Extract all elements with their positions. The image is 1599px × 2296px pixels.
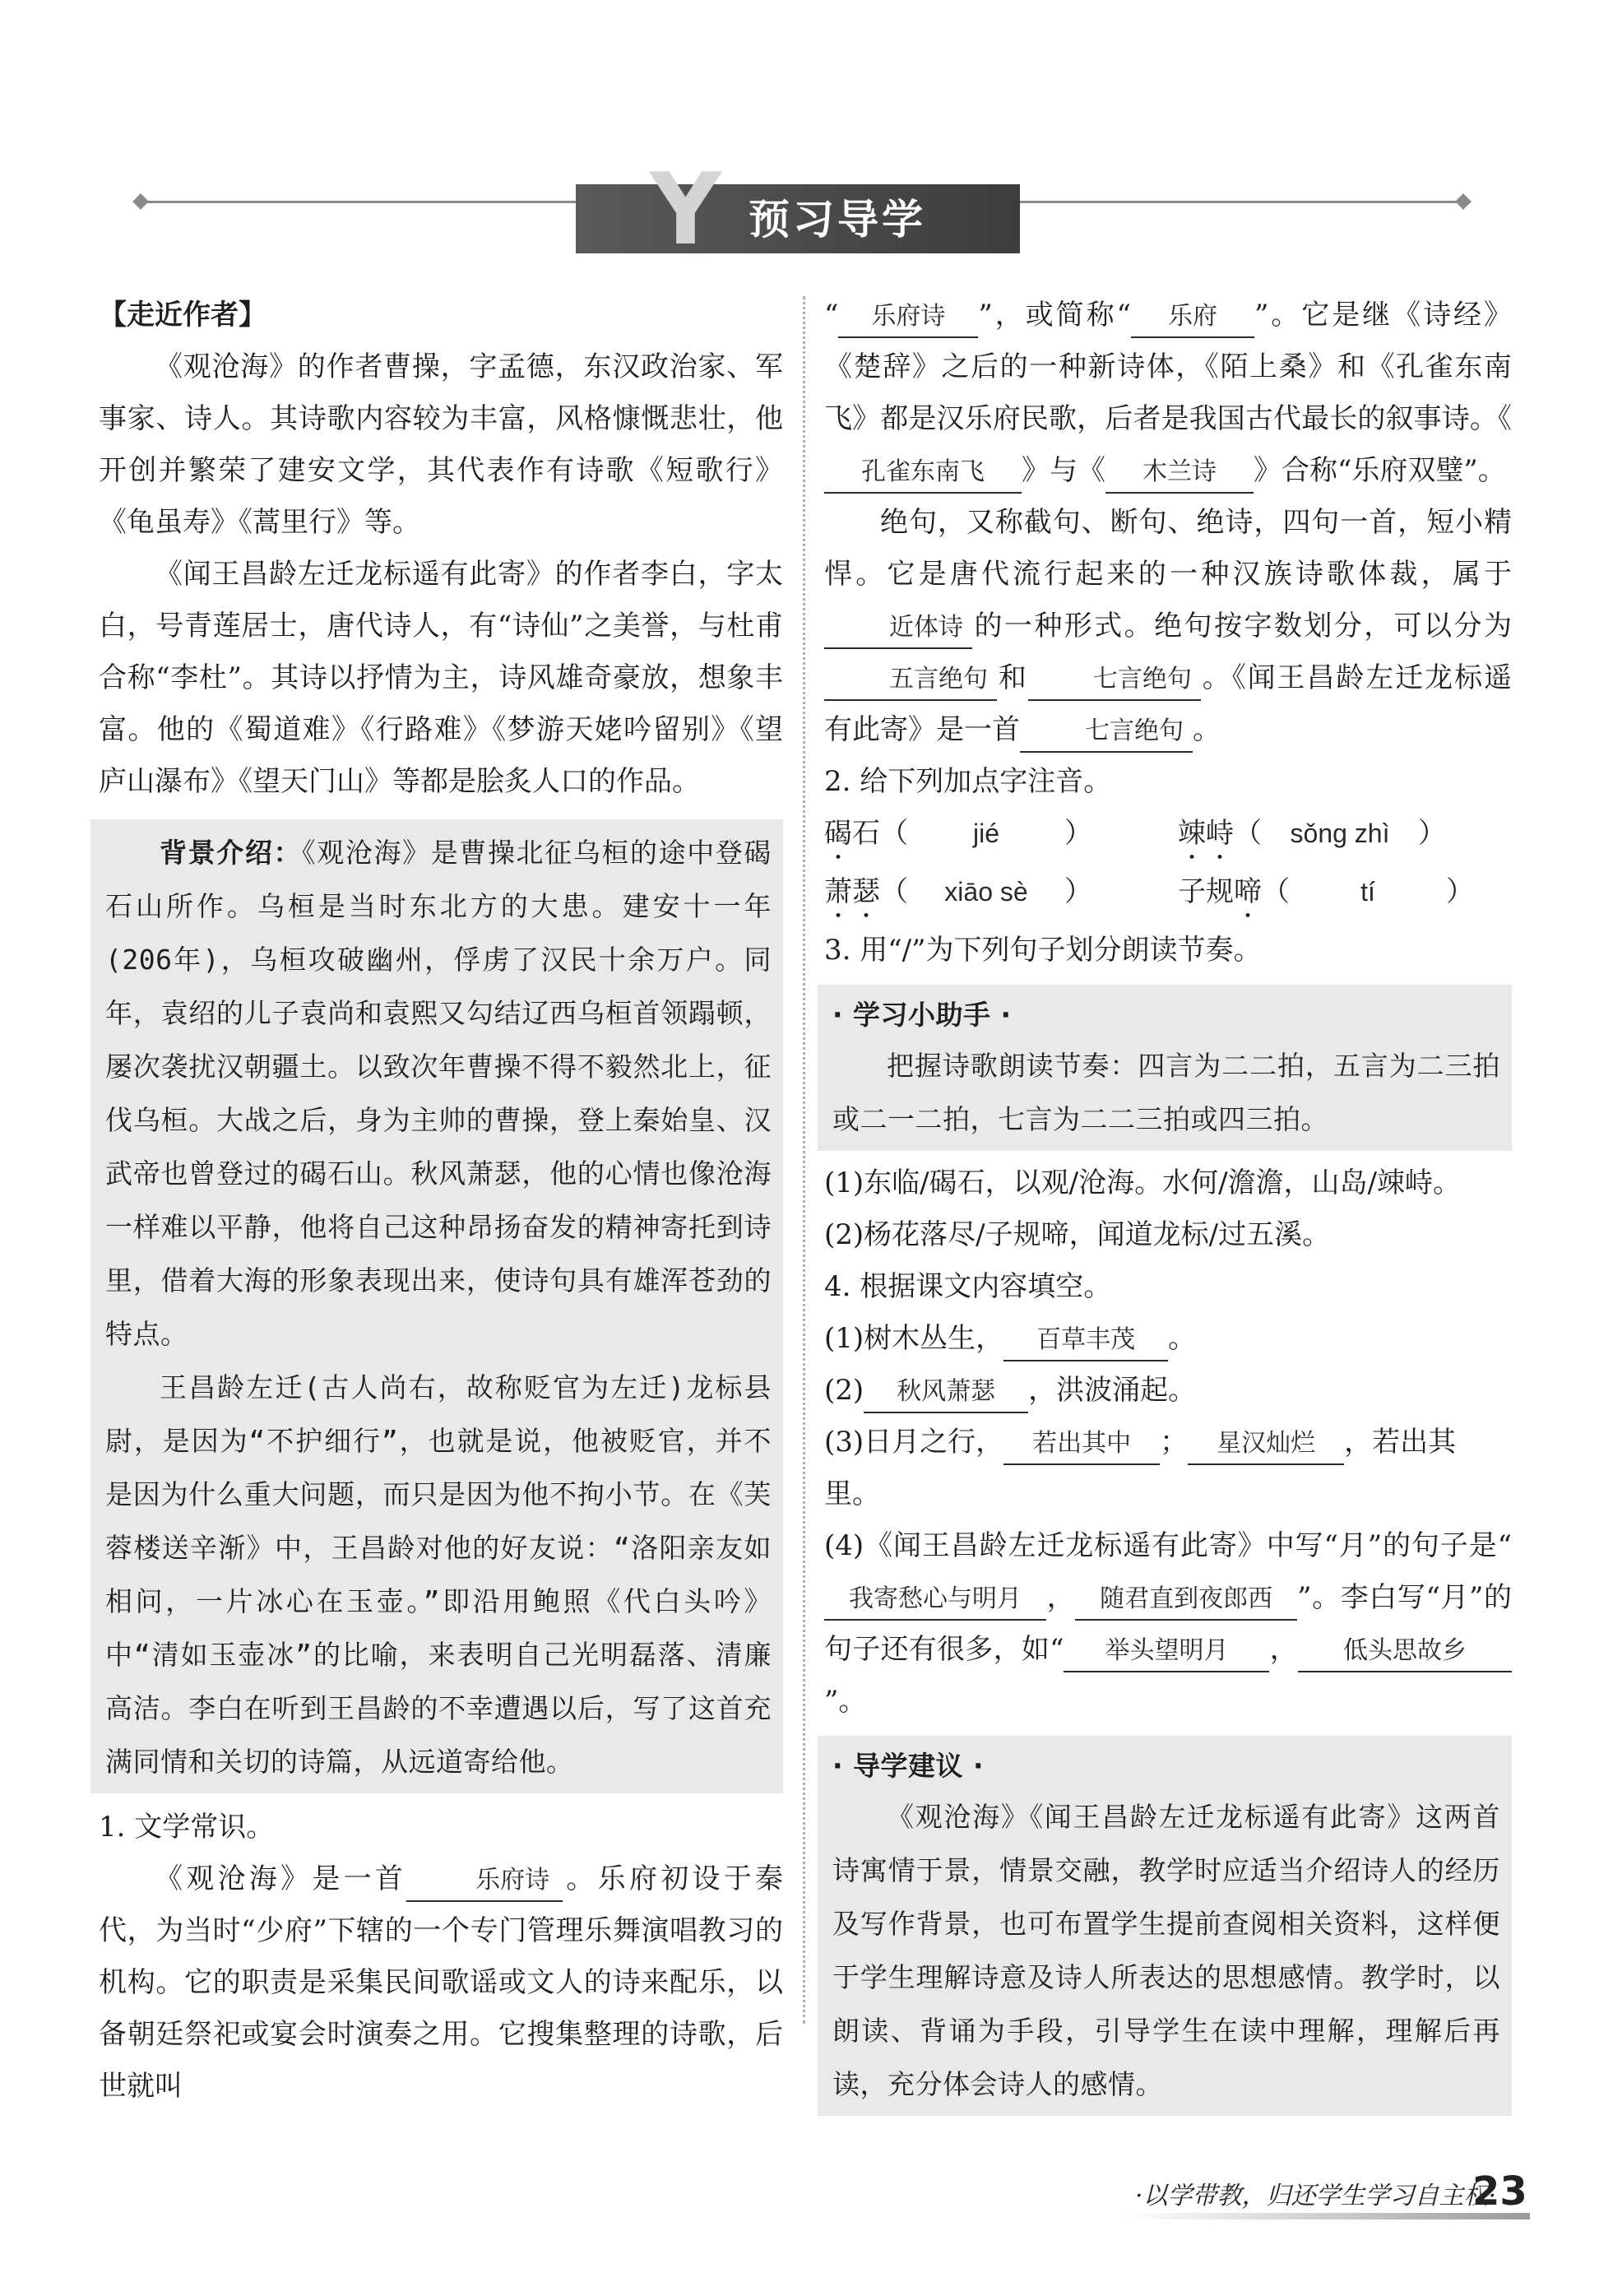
dotted-char: 碣 (824, 817, 852, 850)
background-paragraph-2: 王昌龄左迁(古人尚右，故称贬官为左迁)龙标县尉，是因为“不护细行”，也就是说，他被贬官，并不是因为什么重大问题，而只是因为他不拘小节。在《芙蓉楼送辛渐》中，王昌龄对他的好友说：“洛阳亲友如相问，一片冰心在玉壶。”即沿用鲍照《代白头吟》中“清如玉壶冰”的比喻，来表明自己光明磊落、清廉高洁。李白在听到王昌龄的不幸遭遇以后，写了这首充满同情和关切的诗篇，从远道寄给他。 (105, 1371, 772, 1778)
fill-text: (2) (824, 1374, 864, 1407)
answer-blank[interactable]: 星汉灿烂 (1188, 1424, 1344, 1465)
right-column (824, 290, 1512, 2122)
question-1-continued (824, 290, 1512, 497)
background-paragraph-1 (105, 826, 772, 1361)
jueju-text-e: 。 (1193, 713, 1221, 746)
question-3-title: 3. 用“/”为下列句子划分朗读节奏。 (824, 934, 1262, 967)
background-box (90, 819, 783, 1793)
study-helper-box (818, 985, 1512, 1151)
answer-blank[interactable]: 乐府 (1131, 297, 1254, 338)
answer-blank[interactable]: 七言绝句 (1020, 712, 1193, 753)
answer-blank[interactable]: 五言绝句 (824, 660, 997, 701)
author-paragraph-caocao: 《观沧海》的作者曹操，字孟德，东汉政治家、军事家、诗人。其诗歌内容较为丰富，风格慷慨悲壮，他开创并繁荣了建安文学，其代表作有诗歌《短歌行》《龟虽寿》《蒿里行》等。 (99, 350, 783, 539)
fill-item-3 (824, 1417, 1512, 1520)
fill-text: 。 (1168, 1322, 1197, 1355)
study-helper-tag: · 学习小助手 · (832, 991, 1500, 1039)
jueju-text-b: 的一种形式。绝句按字数划分，可以分为 (972, 610, 1512, 642)
answer-blank[interactable]: 举头望明月 (1064, 1631, 1269, 1672)
dotted-char: 啼 (1234, 875, 1262, 908)
pinyin-item: 竦峙（ sǒng zhì ） (1178, 808, 1446, 866)
section-title: 预习导学 (749, 196, 926, 244)
fill-text: (1)树木丛生， (824, 1322, 1004, 1355)
pinyin-answer[interactable]: jié (972, 819, 999, 848)
guide-suggestion-text: 《观沧海》《闻王昌龄左迁龙标遥有此寄》这两首诗寓情于景，情景交融，教学时应适当介绍诗人的经历及写作背景，也可布置学生提前查阅相关资料，这样便于学生理解诗意及诗人所表达的思想感情。教学时，以朗读、背诵为手段，引导学生在读中理解，理解后再读，充分体会诗人的感情。 (832, 1801, 1500, 2100)
answer-blank[interactable]: 低头思故乡 (1298, 1631, 1512, 1672)
question-1-text (99, 1853, 783, 2113)
answer-blank[interactable]: 百草丰茂 (1003, 1320, 1168, 1361)
jueju-text-d: 。《闻王昌龄左迁龙标遥有此寄》是一首 (824, 661, 1513, 746)
q1-open-quote: “ (824, 299, 839, 332)
header-diamond-left (132, 193, 149, 210)
footer-bar (1127, 2213, 1530, 2219)
fill-text: ”。 (824, 1685, 867, 1718)
pinyin-item: 子规啼（ tí ） (1178, 866, 1474, 925)
answer-blank[interactable]: 我寄愁心与明月 (824, 1579, 1046, 1621)
answer-blank[interactable]: 乐府诗 (838, 297, 978, 338)
guide-suggestion-tag: · 导学建议 · (832, 1742, 1500, 1790)
fill-text: ； (1160, 1426, 1189, 1459)
fill-text: ， (1269, 1633, 1298, 1666)
header-diamond-right (1455, 193, 1472, 210)
jueju-text-c: 和 (997, 661, 1028, 694)
q1-text-d: ”。它是继《诗经》《楚辞》之后的一种新诗体，《陌上桑》和《孔雀东南飞》都是汉乐府民歌，后者是我国古代最长的叙事诗。《 (824, 299, 1512, 435)
fill-text: ”。李白写“月”的句子还有很多，如“ (824, 1581, 1512, 1666)
jueju-text-a: 绝句，又称截句、断句、绝诗，四句一首，短小精悍。它是唐代流行起来的一种汉族诗歌体裁，属于 (824, 506, 1512, 591)
jueju-paragraph (824, 497, 1512, 756)
pinyin-answer[interactable]: tí (1360, 877, 1375, 907)
answer-blank[interactable]: 近体诗 (824, 608, 972, 649)
q1-text-a: 《观沧海》是一首 (155, 1862, 407, 1895)
question-4-title: 4. 根据课文内容填空。 (824, 1270, 1112, 1303)
q1-text-b: 。乐府初设于秦代，为当时“少府”下辖的一个专门管理乐舞演唱教习的机构。它的职责是采集民间歌谣或文人的诗来配乐，以备朝廷祭祀或宴会时演奏之用。它搜集整理的诗歌，后世就叫 (99, 1862, 784, 2103)
answer-blank[interactable]: 随君直到夜郎西 (1075, 1579, 1297, 1621)
author-paragraph-libai: 《闻王昌龄左迁龙标遥有此寄》的作者李白，字太白，号青莲居士，唐代诗人，有“诗仙”之美誉，与杜甫合称“李杜”。其诗以抒情为主，诗风雄奇豪放，想象丰富。他的《蜀道难》《行路难》《梦游天姥吟留别》《望庐山瀑布》《望天门山》等都是脍炙人口的作品。 (99, 558, 783, 798)
fill-text: ，若出其里。 (824, 1426, 1457, 1510)
fill-text: (4)《闻王昌龄左迁龙标遥有此寄》中写“月”的句子是“ (824, 1529, 1512, 1562)
fill-text: ，洪波涌起。 (1028, 1374, 1197, 1407)
background-text-1: 《观沧海》是曹操北征乌桓的途中登碣石山所作。乌桓是当时东北方的大患。建安十一年(206年)，乌桓攻破幽州，俘虏了汉民十余万户。同年，袁绍的儿子袁尚和袁熙又勾结辽西乌桓首领蹋顿，屡次袭扰汉朝疆土。以致次年曹操不得不毅然北上，征伐乌桓。大战之后，身为主帅的曹操，登上秦始皇、汉武帝也曾登过的碣石山。秋风萧瑟，他的心情也像沧海一样难以平静，他将自己这种昂扬奋发的精神寄托到诗里，借着大海的形象表现出来，使诗句具有雄浑苍劲的特点。 (105, 837, 772, 1350)
dotted-char: 竦峙 (1178, 817, 1234, 850)
study-helper-text: 把握诗歌朗读节奏：四言为二二拍，五言为二三拍或二一二拍，七言为二二三拍或四三拍。 (832, 1050, 1500, 1135)
answer-blank[interactable]: 秋风萧瑟 (864, 1372, 1028, 1413)
q1-text-e: 》与《 (1022, 454, 1105, 487)
q1-text-c: ”，或简称“ (978, 299, 1131, 332)
pinyin-row-1 (824, 808, 1512, 866)
question-2-title: 2. 给下列加点字注音。 (824, 765, 1112, 798)
answer-blank[interactable]: 孔雀东南飞 (824, 452, 1022, 494)
answer-blank[interactable]: 若出其中 (1003, 1424, 1160, 1465)
fill-item-1 (824, 1313, 1512, 1365)
author-heading: 【走近作者】 (99, 299, 266, 332)
question-1-title: 1. 文学常识。 (99, 1811, 275, 1844)
page-number: 23 (1472, 2168, 1527, 2215)
rhythm-item-1: (1)东临/碣石，以观/沧海。水何/澹澹，山岛/竦峙。 (824, 1167, 1461, 1199)
fill-item-2 (824, 1365, 1512, 1417)
guide-suggestion-box (818, 1736, 1512, 2116)
fill-text: ， (1046, 1581, 1076, 1614)
left-column (99, 290, 783, 2113)
section-letter: Y (650, 153, 721, 267)
answer-blank[interactable]: 乐府诗 (406, 1861, 563, 1902)
banner-bars (1005, 197, 1017, 248)
rhythm-item-2: (2)杨花落尽/子规啼，闻道龙标/过五溪。 (824, 1218, 1331, 1251)
plain-char: 子规 (1178, 875, 1234, 908)
answer-blank[interactable]: 木兰诗 (1105, 452, 1254, 494)
pinyin-answer[interactable]: sǒng zhì (1290, 819, 1390, 848)
pinyin-answer[interactable]: xiāo sè (944, 877, 1028, 907)
dotted-char: 萧瑟 (824, 875, 880, 908)
pinyin-item: 萧瑟（ xiāo sè ） (824, 866, 1178, 925)
q1-text-f: 》合称“乐府双璧”。 (1254, 454, 1506, 487)
column-divider (803, 296, 805, 2024)
pinyin-item: 碣石（ jié ） (824, 808, 1178, 866)
fill-item-4 (824, 1520, 1512, 1728)
footer-motto: ·以学带教，归还学生学习自主权· (1135, 2182, 1497, 2210)
answer-blank[interactable]: 七言绝句 (1028, 660, 1201, 701)
pinyin-row-2 (824, 866, 1512, 925)
background-label: 背景介绍： (160, 837, 303, 869)
fill-text: (3)日月之行， (824, 1426, 1004, 1459)
plain-char: 石 (852, 817, 880, 850)
